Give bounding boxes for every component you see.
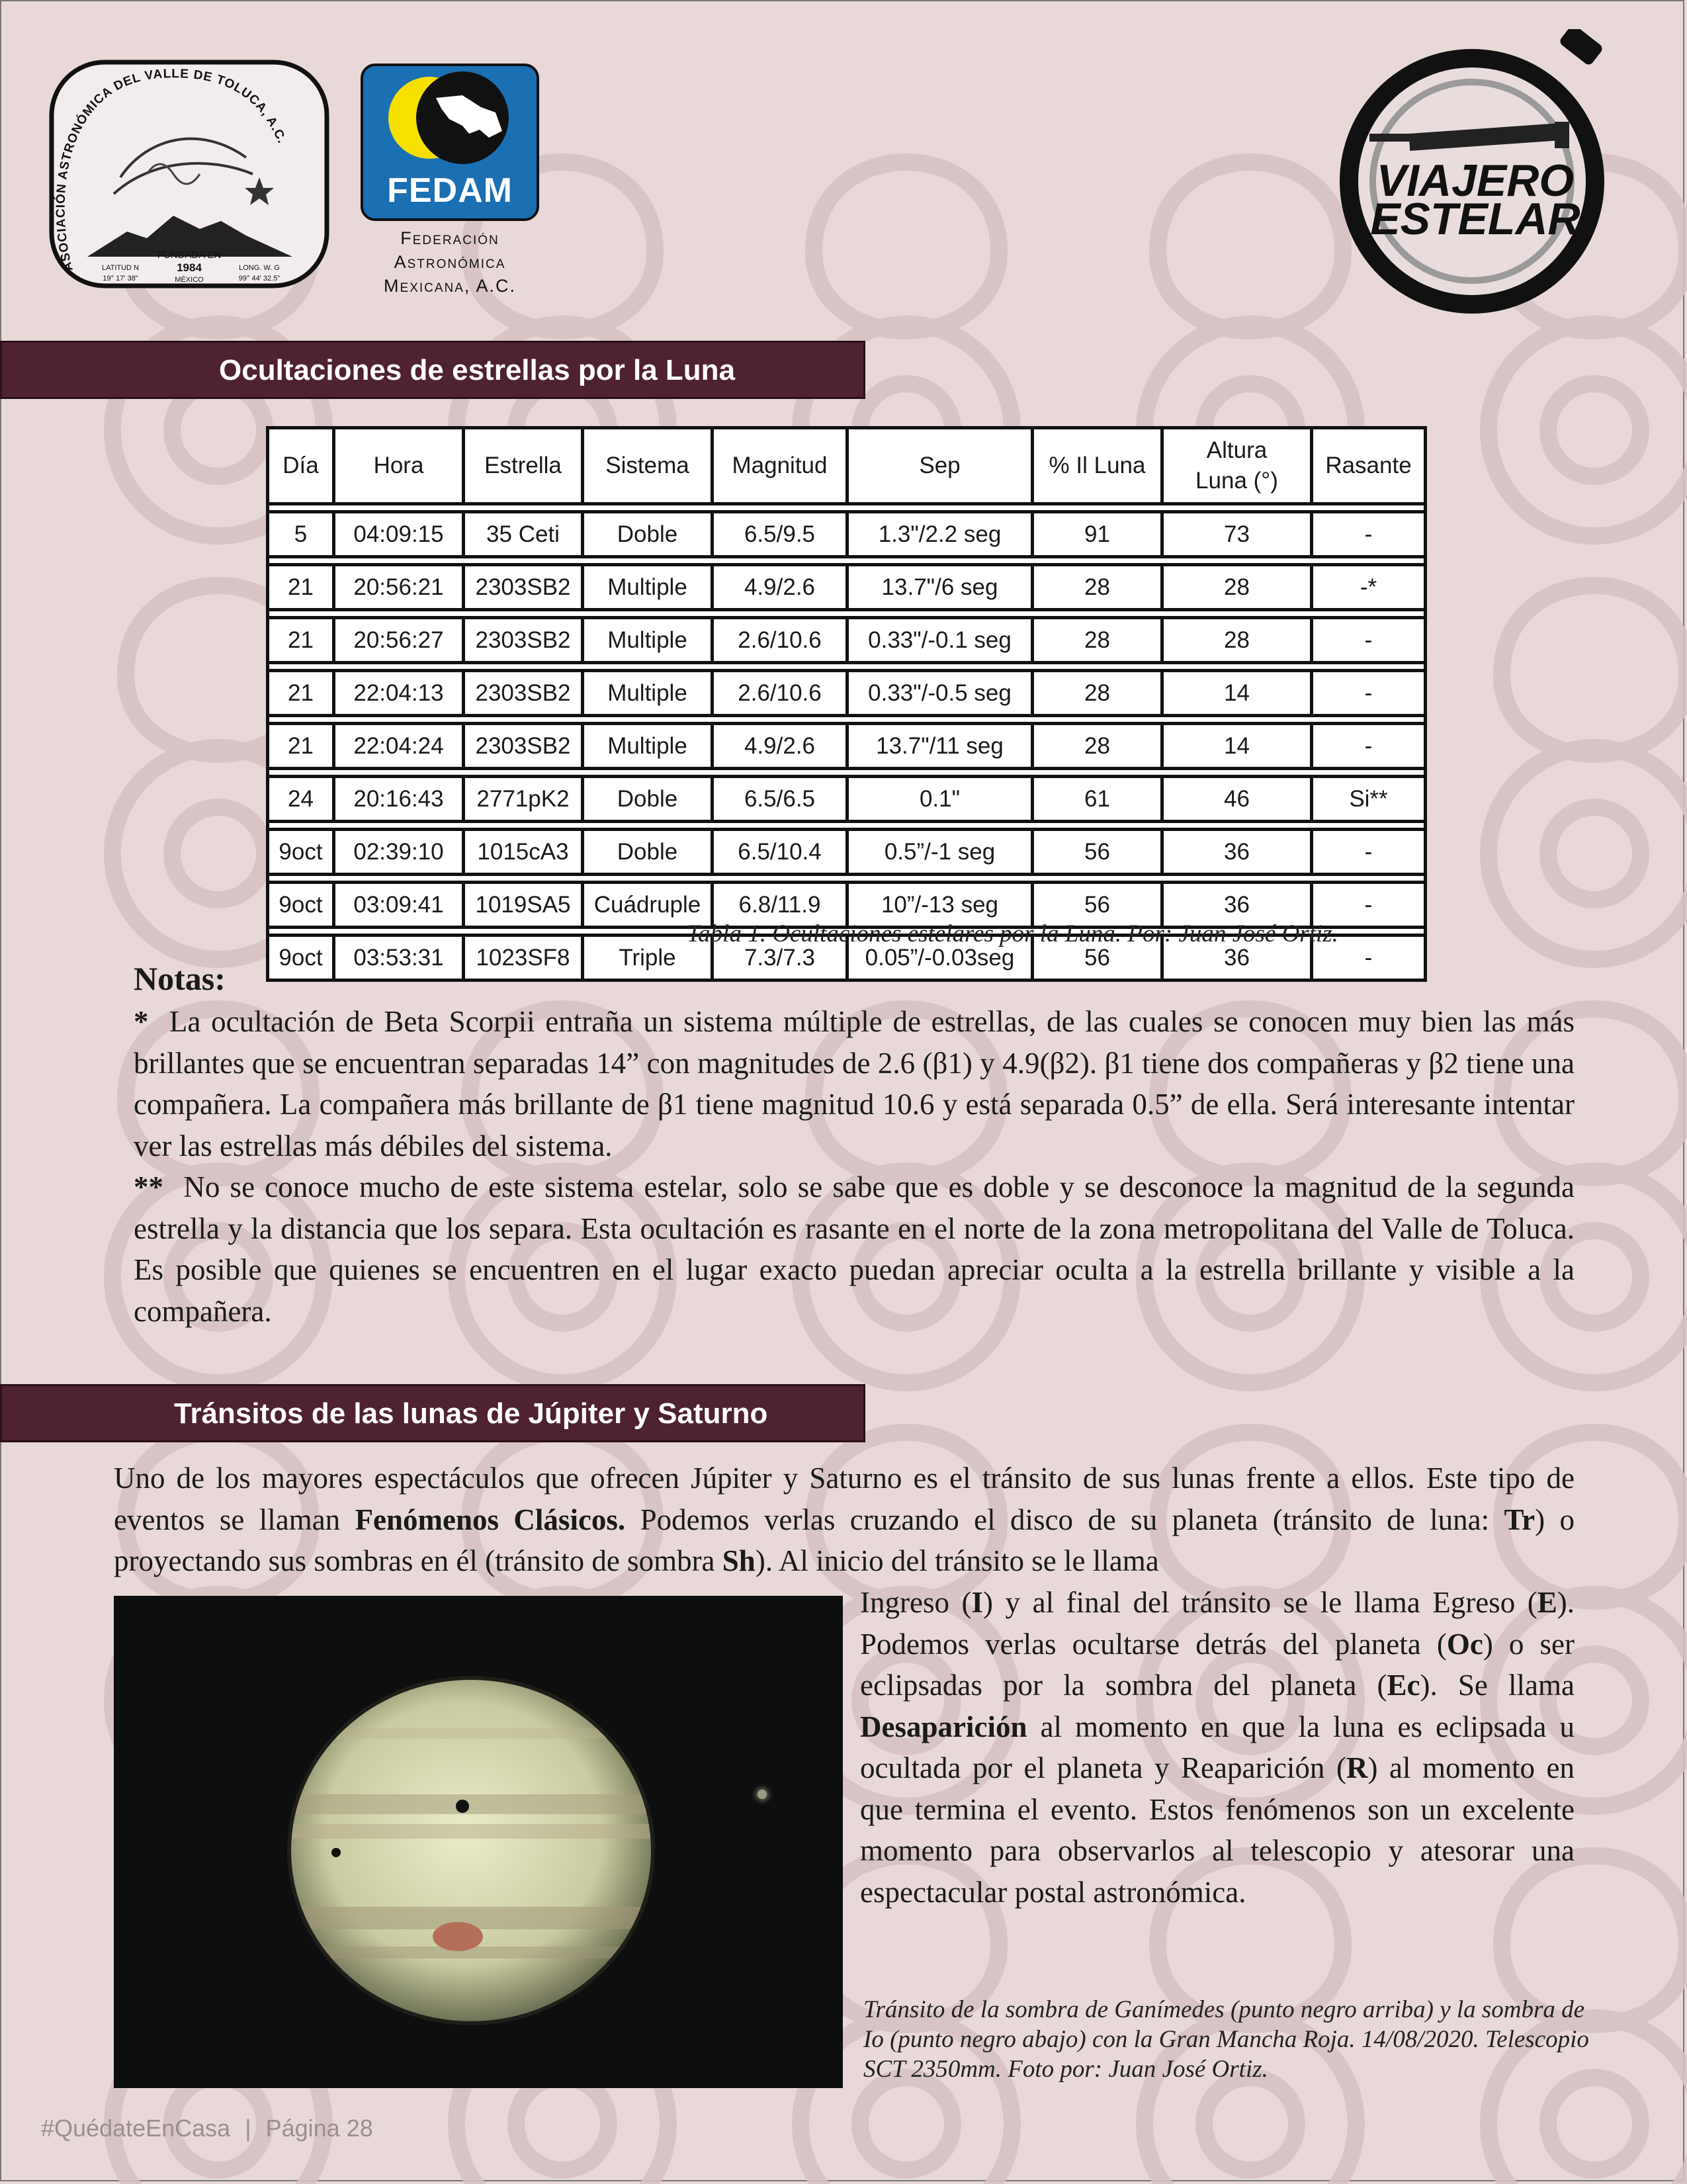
table-cell: 73 [1162,512,1312,557]
table-cell: 6.5/9.5 [713,512,847,557]
row-spacer [268,875,1426,883]
table-row [268,830,1426,875]
table-cell: 6.5/10.4 [713,830,847,875]
table-cell: 2303SB2 [464,565,583,610]
cont-text-3: ). Podemos verlas ocultarse detrás del planeta ( [860,1586,1575,1661]
row-spacer-cell [268,504,1426,512]
table-row [268,512,1426,557]
table-cell: Doble [583,777,713,822]
table-cell: - [1312,618,1426,663]
row-spacer-cell [268,716,1426,724]
footer-page-number: Página 28 [265,2115,373,2142]
col-header-altura [1162,428,1312,504]
transits-intro-paragraph [114,1458,1575,1582]
note-1-mark: * [134,1005,149,1038]
footer-separator: | [245,2115,251,2142]
cont-text-2: ) y al final del tránsito se le llama Egreso ( [983,1586,1537,1619]
table-cell: 4.9/2.6 [713,565,847,610]
table-cell: - [1312,724,1426,769]
table-cell: 13.7"/11 seg [847,724,1033,769]
table-cell: Multiple [583,671,713,716]
row-spacer [268,822,1426,830]
term-oc: Oc [1446,1627,1483,1661]
transits-continuation-paragraph [860,1582,1575,1913]
table-cell: 56 [1033,883,1162,928]
svg-text:MÉXICO: MÉXICO [175,276,204,284]
table-cell: 2303SB2 [464,724,583,769]
jupiter-photo [114,1596,843,2088]
term-i: I [971,1586,984,1619]
table-cell: 03:53:31 [334,936,464,981]
table-cell: 20:56:21 [334,565,464,610]
svg-text:LONG. W. G: LONG. W. G [239,264,280,272]
table-cell: Cuádruple [583,883,713,928]
row-spacer [268,504,1426,512]
intro-text-2: Podemos verlas cruzando el disco de su planeta (tránsito de luna: [625,1503,1504,1536]
note-1 [134,1001,1575,1166]
table-cell: 20:56:27 [334,618,464,663]
table-cell: 0.33"/-0.1 seg [847,618,1033,663]
table-cell: - [1312,883,1426,928]
term-sh: Sh [722,1544,756,1577]
table-cell: 56 [1033,936,1162,981]
footer-hashtag: #QuédateEnCasa [41,2115,231,2142]
svg-text:ASOCIACIÓN ASTRONÓMICA DEL VAL: ASOCIACIÓN ASTRONÓMICA DEL VALLE DE TOLUCA, A.C. [54,67,289,273]
table-cell: - [1312,936,1426,981]
cont-text-6: al momento en que la luna es eclipsada u ocultada por el planeta y Reaparición ( [860,1710,1575,1784]
jupiter-image [114,1596,843,2088]
table-cell: -* [1312,565,1426,610]
table-cell: 91 [1033,512,1162,557]
cont-text-7: ) al momento en que termina el evento. Estos fenómenos son un excelente momento para observarlos al telescopio y atesorar una espectacular postal astronómica. [860,1751,1575,1909]
term-r: R [1346,1751,1368,1784]
table-cell: 1.3"/2.2 seg [847,512,1033,557]
table-cell: 14 [1162,671,1312,716]
svg-text:1984: 1984 [177,261,202,274]
col-header-dia: Día [268,428,334,504]
occultations-table [266,426,1427,982]
table-cell: 21 [268,671,334,716]
section-title: Ocultaciones de estrellas por la Luna [219,354,736,386]
row-spacer-cell [268,663,1426,671]
table-cell: Multiple [583,724,713,769]
table-cell: - [1312,512,1426,557]
row-spacer-cell [268,822,1426,830]
table-cell: 9oct [268,936,334,981]
table-cell: 9oct [268,830,334,875]
svg-text:19° 17' 38": 19° 17' 38" [103,275,138,283]
table-row [268,777,1426,822]
table-header-row [268,428,1426,504]
intro-text-4: ). Al inicio del tránsito se le llama [755,1544,1159,1577]
table-cell: 36 [1162,936,1312,981]
section-header-transitos [0,1384,865,1442]
col-header-magnitud: Magnitud [713,428,847,504]
term-tr: Tr [1504,1503,1536,1536]
table-cell: 6.8/11.9 [713,883,847,928]
table-cell: 6.5/6.5 [713,777,847,822]
row-spacer [268,663,1426,671]
cont-text-4: ) o ser eclipsadas por la sombra del planeta ( [860,1627,1575,1702]
term-desaparicion: Desaparición [860,1710,1027,1743]
table-cell: 24 [268,777,334,822]
note-1-text: La ocultación de Beta Scorpii entraña un sistema múltiple de estrellas, de las cuales se conocen muy bien las más brillantes que se encuentran separadas 14” con magnitudes de 2.6 (β1) y 4.9(β2). β1 tiene dos compañeras y β2 tiene una compañera. La compañera más brillante de β1 tiene magnitud 10.6 y está separada 0.5” de ella. Será interesante intentar ver las estrellas más débiles del sistema. [134,1005,1575,1162]
table-cell: 35 Ceti [464,512,583,557]
altura-line-1: Altura [1206,437,1268,463]
altura-line-2: Luna (°) [1195,468,1278,494]
row-spacer-cell [268,875,1426,883]
table-cell: - [1312,830,1426,875]
table-cell: 02:39:10 [334,830,464,875]
table-cell: 28 [1033,565,1162,610]
table-cell: 22:04:24 [334,724,464,769]
row-spacer [268,610,1426,618]
table-row [268,724,1426,769]
table-cell: 2303SB2 [464,671,583,716]
table-cell: 61 [1033,777,1162,822]
table-cell: Triple [583,936,713,981]
note-2-mark: ** [134,1170,163,1203]
svg-text:VIAJERO: VIAJERO [1376,155,1575,206]
svg-text:ESTELAR: ESTELAR [1370,194,1580,244]
table-cell: Multiple [583,618,713,663]
table-cell: 28 [1162,618,1312,663]
fedam-logo [361,64,539,296]
table-body [268,504,1426,981]
table-cell: 46 [1162,777,1312,822]
row-spacer [268,557,1426,565]
section-title: Tránsitos de las lunas de Júpiter y Saturno [174,1397,768,1430]
table-cell: 28 [1033,671,1162,716]
table-cell: - [1312,671,1426,716]
cont-text-5: ). Se llama [1420,1669,1575,1702]
table-cell: Doble [583,512,713,557]
note-2-text: No se conoce mucho de este sistema estelar, solo se sabe que es doble y se desconoce la magnitud de la segunda estrella y la distancia que los separa. Esta ocultación es rasante en el norte de la zona metropolitana del Valle de Toluca. Es posible que quienes se encuentren en el lugar exacto puedan apreciar oculta a la estrella brillante y visible a la compañera. [134,1170,1575,1328]
row-spacer-cell [268,769,1426,777]
fedam-line-2: Astronómica [394,252,506,272]
table-cell: 7.3/7.3 [713,936,847,981]
table-cell: 2.6/10.6 [713,618,847,663]
term-e: E [1537,1586,1557,1619]
term-fenomenos-clasicos: Fenómenos Clásicos. [355,1503,626,1536]
table-cell: 03:09:41 [334,883,464,928]
table-cell: 13.7"/6 seg [847,565,1033,610]
row-spacer [268,769,1426,777]
table-cell: 20:16:43 [334,777,464,822]
table-cell: 9oct [268,883,334,928]
fedam-badge [361,64,539,221]
table-cell: 2771pK2 [464,777,583,822]
notes-title: Notas: [134,960,226,997]
table-cell: 0.1" [847,777,1033,822]
col-header-hora: Hora [334,428,464,504]
svg-text:99° 44' 32.5": 99° 44' 32.5" [238,275,281,283]
table-cell: 0.05”/-0.03seg [847,936,1033,981]
table-cell: 21 [268,565,334,610]
section-header-ocultaciones [0,341,865,399]
photo-caption: Tránsito de la sombra de Ganímedes (punto negro arriba) y la sombra de Io (punto negro abajo) con la Gran Mancha Roja. 14/08/2020. Telescopio SCT 2350mm. Foto por: Juan José Ortiz. [863,1996,1589,2083]
fedam-line-1: Federación [400,228,499,248]
col-header-iluminacion: % Il Luna [1033,428,1162,504]
table-cell: 36 [1162,830,1312,875]
table-cell: 2303SB2 [464,618,583,663]
table-cell: 5 [268,512,334,557]
table-cell: Doble [583,830,713,875]
table-cell: 1019SA5 [464,883,583,928]
table-cell: 04:09:15 [334,512,464,557]
table-cell: 14 [1162,724,1312,769]
table-cell: 56 [1033,830,1162,875]
table-cell: 1023SF8 [464,936,583,981]
table-cell: 36 [1162,883,1312,928]
page-footer [41,2115,373,2142]
svg-text:FUNDADA EN: FUNDADA EN [157,249,222,261]
table-cell: 28 [1033,618,1162,663]
col-header-rasante: Rasante [1312,428,1426,504]
intro-text-3: ) o proyectando sus sombras en él (tránsito de sombra [114,1503,1575,1577]
table-cell: 0.5”/-1 seg [847,830,1033,875]
table-cell: 21 [268,618,334,663]
row-spacer-cell [268,610,1426,618]
table-row [268,618,1426,663]
row-spacer-cell [268,557,1426,565]
table-cell: 28 [1162,565,1312,610]
col-header-sep: Sep [847,428,1033,504]
table-cell: 10”/-13 seg [847,883,1033,928]
fedam-line-3: Mexicana, A.C. [384,276,516,296]
svg-text:LATITUD N: LATITUD N [101,264,140,272]
table-cell: 22:04:13 [334,671,464,716]
table-row [268,565,1426,610]
fedam-subtitle [361,226,539,298]
col-header-estrella: Estrella [464,428,583,504]
table-row [268,671,1426,716]
viajero-estelar-logo [1330,29,1627,320]
table-cell: 2.6/10.6 [713,671,847,716]
table-cell: 21 [268,724,334,769]
table-cell: Multiple [583,565,713,610]
table-cell: Si** [1312,777,1426,822]
table-cell: 28 [1033,724,1162,769]
row-spacer [268,716,1426,724]
table-cell: 1015cA3 [464,830,583,875]
fedam-wordmark: FEDAM [387,171,513,210]
table-cell: 0.33"/-0.5 seg [847,671,1033,716]
intro-text-1: Uno de los mayores espectáculos que ofrecen Júpiter y Saturno es el tránsito de sus lunas frente a ellos. Este tipo de eventos se llaman [114,1462,1575,1536]
table-cell: 4.9/2.6 [713,724,847,769]
table-caption: Tabla 1. Ocultaciones estelares por la Luna. Por: Juan José Ortiz. [687,920,1338,947]
note-2 [134,1166,1575,1332]
avt-logo [48,58,331,290]
cont-text-1: Ingreso ( [860,1586,972,1619]
col-header-sistema: Sistema [583,428,713,504]
term-ec: Ec [1387,1669,1420,1702]
